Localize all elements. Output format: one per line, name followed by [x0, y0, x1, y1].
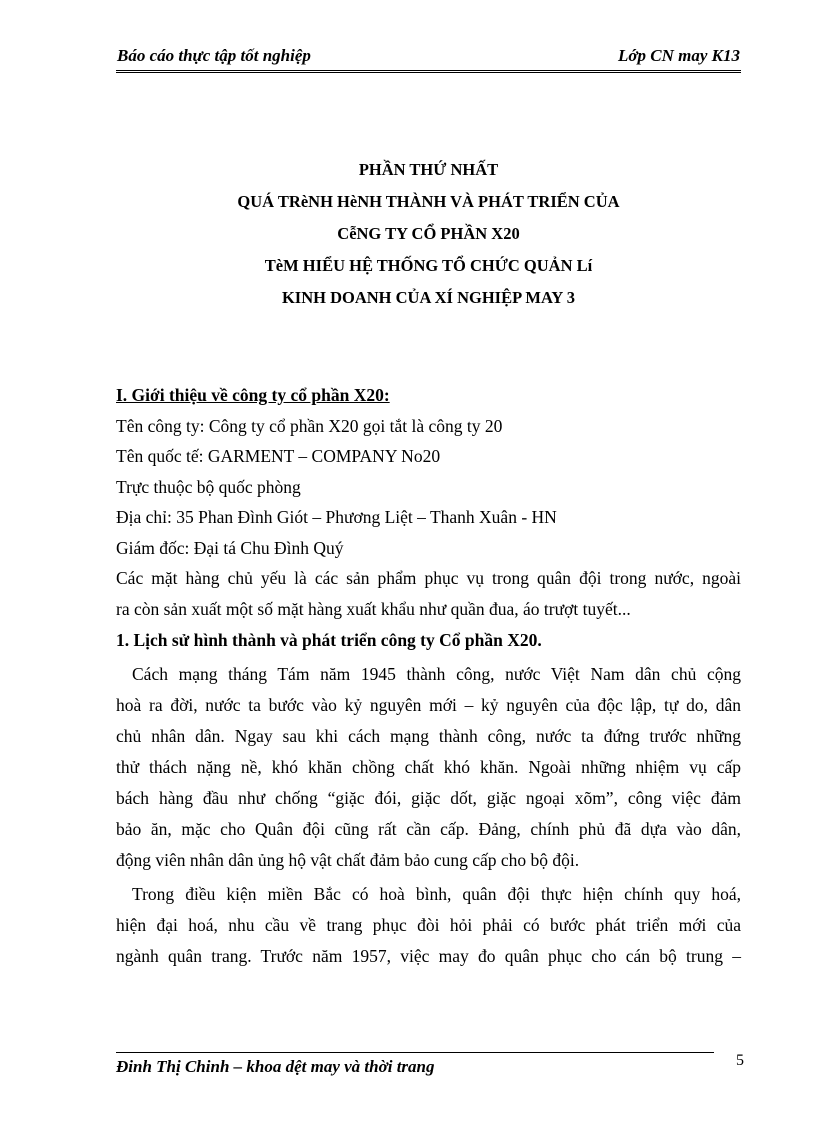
part-title-line: QUÁ TRèNH HèNH THÀNH VÀ PHÁT TRIỂN CỦA [237, 192, 620, 211]
paragraph-line: bách hàng đầu như chống “giặc đói, giặc dốt, giặc ngoại xõm”, công việc đảm [116, 787, 741, 808]
footer-divider [116, 1052, 714, 1053]
page-number: 5 [736, 1052, 744, 1069]
paragraph-line: chủ nhân dân. Ngay sau khi cách mạng thành công, nước ta đứng trước những [116, 725, 741, 746]
director-line: Giám đốc: Đại tá Chu Đình Quý [116, 537, 344, 558]
paragraph-line: hoà ra đời, nước ta bước vào kỷ nguyên mới – kỷ nguyên của độc lập, tự do, dân [116, 694, 741, 715]
part-title-line: CễNG TY CỔ PHẦN X20 [337, 224, 520, 243]
international-name-line: Tên quốc tế: GARMENT – COMPANY No20 [116, 446, 441, 466]
paragraph-line: động viên nhân dân ủng hộ vật chất đảm bảo cung cấp cho bộ đội. [116, 849, 580, 870]
header-class-name: Lớp CN may K13 [618, 46, 740, 65]
address-line: Địa chỉ: 35 Phan Đình Giót – Phương Liệt – Thanh Xuân - HN [116, 507, 557, 527]
products-text-line: Các mặt hàng chủ yếu là các sản phẩm phục vụ trong quân đội trong nước, ngoài [116, 568, 741, 588]
page-header [116, 44, 741, 73]
paragraph-line: ngành quân trang. Trước năm 1957, việc may đo quân phục cho cán bộ trung – [116, 945, 741, 966]
paragraph-line: Cách mạng tháng Tám năm 1945 thành công, nước Việt Nam dân chủ cộng [132, 663, 741, 684]
subsection-heading: 1. Lịch sử hình thành và phát triển công ty Cổ phần X20. [116, 630, 542, 650]
products-text-line: ra còn sản xuất một số mặt hàng xuất khẩu như quần đua, áo trượt tuyết... [116, 599, 631, 619]
part-title-block [116, 154, 741, 314]
paragraph-line: thử thách nặng nề, khó khăn chồng chất khó khăn. Ngoài những nhiệm vụ cấp [116, 756, 741, 777]
footer-author: Đinh Thị Chinh – khoa dệt may và thời trang [116, 1057, 435, 1076]
section-heading: I. Giới thiệu về công ty cổ phần X20: [116, 385, 390, 405]
paragraph-line: bảo ăn, mặc cho Quân đội cũng rất cần cấp. Đảng, chính phủ đã dựa vào dân, [116, 818, 741, 839]
part-title-line: PHẦN THỨ NHẤT [358, 160, 499, 179]
document-body [116, 380, 741, 972]
header-report-title: Báo cáo thực tập tốt nghiệp [117, 46, 311, 65]
company-name-line: Tên công ty: Công ty cổ phần X20 gọi tắt là công ty 20 [116, 415, 503, 436]
part-title-line: TèM HIỂU HỆ THỐNG TỔ CHỨC QUẢN Lí [264, 256, 593, 275]
paragraph-line: Trong điều kiện miền Bắc có hoà bình, quân đội thực hiện chính quy hoá, [132, 883, 741, 904]
paragraph-line: hiện đại hoá, nhu cầu về trang phục đòi hỏi phải có bước phát triển mới của [116, 914, 741, 935]
part-title-line: KINH DOANH CỦA XÍ NGHIỆP MAY 3 [281, 288, 576, 307]
affiliation-line: Trực thuộc bộ quốc phòng [116, 476, 301, 497]
